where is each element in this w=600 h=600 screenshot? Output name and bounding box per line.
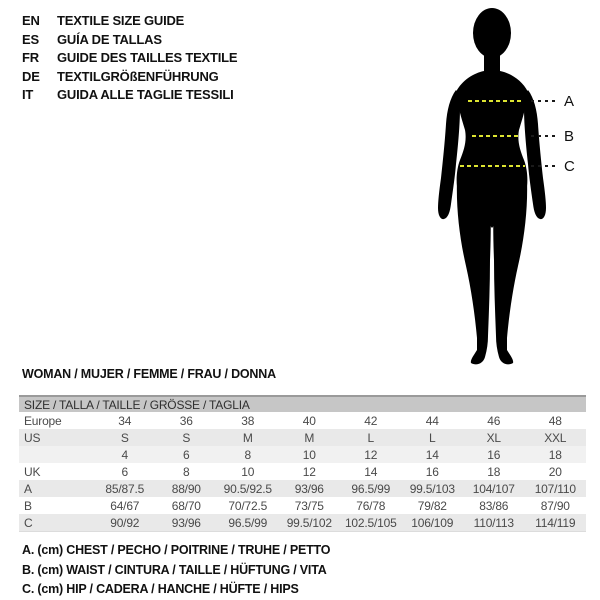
size-cell: 96.5/99 xyxy=(228,515,268,530)
marker-label-b: B xyxy=(564,128,575,145)
size-cell: 99.5/102 xyxy=(286,515,332,530)
size-cell: 104/107 xyxy=(472,481,515,496)
size-cell: 40 xyxy=(302,413,316,428)
size-cell: 99.5/103 xyxy=(409,481,455,496)
size-cell: 18 xyxy=(548,447,562,462)
woman-silhouette xyxy=(438,8,546,364)
measurement-legend xyxy=(22,541,330,600)
language-code: EN xyxy=(22,13,40,28)
size-cell: 68/70 xyxy=(171,498,201,513)
section-title: WOMAN / MUJER / FEMME / FRAU / DONNA xyxy=(22,367,276,381)
size-cell: L xyxy=(429,430,436,445)
size-cell: S xyxy=(120,430,129,445)
language-row xyxy=(22,86,237,105)
woman-silhouette-figure xyxy=(410,0,600,378)
size-cell: 85/87.5 xyxy=(105,481,145,496)
size-cell: XL xyxy=(486,430,501,445)
size-cell: 64/67 xyxy=(110,498,140,513)
size-cell: 14 xyxy=(425,447,439,462)
size-cell: 10 xyxy=(302,447,316,462)
size-cell: L xyxy=(367,430,374,445)
size-cell: 83/86 xyxy=(479,498,509,513)
size-cell: 79/82 xyxy=(417,498,447,513)
size-cell: 10 xyxy=(241,464,255,479)
size-cell: 12 xyxy=(302,464,316,479)
row-label: Europe xyxy=(24,413,62,428)
size-cell: 20 xyxy=(548,464,562,479)
row-label: B xyxy=(24,498,32,513)
size-table-header: SIZE / TALLA / TAILLE / GRÖSSE / TAGLIA xyxy=(19,395,586,412)
table-row xyxy=(19,429,586,446)
table-row xyxy=(19,412,586,429)
size-cell: 18 xyxy=(487,464,501,479)
size-cell: 96.5/99 xyxy=(351,481,391,496)
language-title: GUIDA ALLE TAGLIE TESSILI xyxy=(57,87,234,102)
size-cell: 34 xyxy=(118,413,132,428)
row-label: A xyxy=(24,481,32,496)
language-title: GUÍA DE TALLAS xyxy=(57,31,162,47)
table-row xyxy=(19,463,586,480)
size-cell: 42 xyxy=(364,413,378,428)
table-row xyxy=(19,497,586,514)
language-list xyxy=(22,12,237,105)
size-cell: S xyxy=(182,430,191,445)
size-cell: 16 xyxy=(425,464,439,479)
size-cell: 93/96 xyxy=(171,515,201,530)
size-cell: 36 xyxy=(179,413,193,428)
marker-label-c: C xyxy=(564,158,575,175)
size-table-body xyxy=(19,412,586,531)
legend-waist: B. (cm) WAIST / CINTURA / TAILLE / HÜFTUNG / VITA xyxy=(22,562,327,577)
row-label: US xyxy=(24,430,41,445)
size-cell: 6 xyxy=(121,464,128,479)
size-cell: 38 xyxy=(241,413,255,428)
row-label: UK xyxy=(24,464,41,479)
size-cell: 102.5/105 xyxy=(344,515,397,530)
table-row xyxy=(19,480,586,497)
size-cell: 70/72.5 xyxy=(228,498,268,513)
legend-chest: A. (cm) CHEST / PECHO / POITRINE / TRUHE / PETTO xyxy=(22,543,331,557)
size-cell: 4 xyxy=(121,447,128,462)
size-cell: 46 xyxy=(487,413,501,428)
size-cell: 8 xyxy=(244,447,251,462)
size-cell: 106/109 xyxy=(411,515,454,530)
size-cell: 110/113 xyxy=(473,515,514,530)
size-cell: 76/78 xyxy=(356,498,386,513)
size-cell: 6 xyxy=(183,447,190,462)
size-cell: M xyxy=(304,430,315,445)
legend-hip: C. (cm) HIP / CADERA / HANCHE / HÜFTE / HIPS xyxy=(22,582,299,596)
size-cell: 107/110 xyxy=(534,481,576,496)
language-title: GUIDE DES TAILLES TEXTILE xyxy=(57,50,238,65)
language-code: FR xyxy=(22,50,39,65)
size-cell: 87/90 xyxy=(540,498,570,513)
size-cell: 73/75 xyxy=(294,498,324,513)
size-cell: 114/119 xyxy=(535,515,576,530)
row-label: C xyxy=(24,515,33,530)
size-cell: 12 xyxy=(364,447,378,462)
size-cell: 14 xyxy=(364,464,378,479)
language-row xyxy=(22,31,237,50)
language-row xyxy=(22,68,237,87)
language-title: TEXTILGRÖßENFÜHRUNG xyxy=(57,68,219,84)
size-cell: 90.5/92.5 xyxy=(223,481,272,496)
size-cell: 90/92 xyxy=(110,515,140,530)
language-row xyxy=(22,49,237,68)
marker-label-a: A xyxy=(564,93,575,110)
table-row xyxy=(19,514,586,531)
language-row xyxy=(22,12,237,31)
language-code: DE xyxy=(22,68,40,84)
size-cell: M xyxy=(242,430,253,445)
size-cell: 48 xyxy=(548,413,562,428)
size-cell: 8 xyxy=(183,464,190,479)
size-cell: 88/90 xyxy=(171,481,201,496)
size-table xyxy=(19,395,586,532)
size-cell: XXL xyxy=(544,430,567,445)
language-code: ES xyxy=(22,31,39,47)
size-cell: 16 xyxy=(487,447,501,462)
size-cell: 44 xyxy=(425,413,439,428)
table-row xyxy=(19,446,586,463)
size-cell: 93/96 xyxy=(294,481,324,496)
language-title: TEXTILE SIZE GUIDE xyxy=(57,13,185,28)
language-code: IT xyxy=(22,87,34,102)
